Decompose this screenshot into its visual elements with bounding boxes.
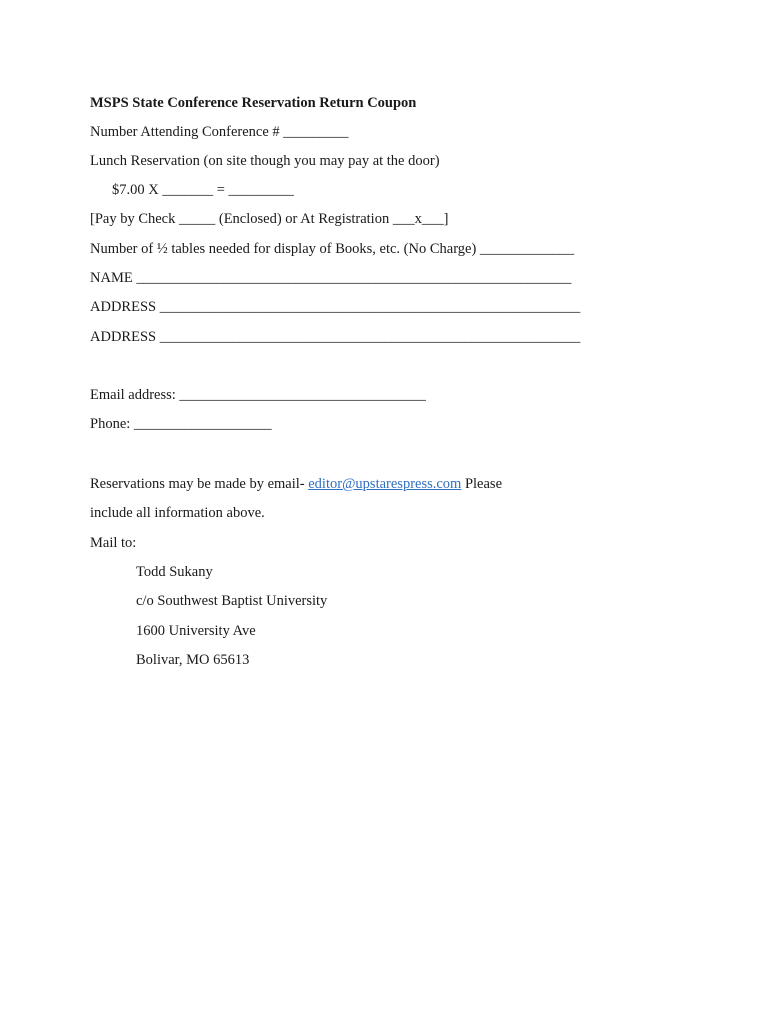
address-field-2: ADDRESS __________________________________________________________ bbox=[90, 329, 581, 345]
mail-address-line: Bolivar, MO 65613 bbox=[136, 652, 250, 668]
reservations-continued: include all information above. bbox=[90, 505, 265, 521]
lunch-reservation-text: Lunch Reservation (on site though you may pay at the door) bbox=[90, 153, 440, 169]
tables-field: Number of ½ tables needed for display of Books, etc. (No Charge) _____________ bbox=[90, 241, 575, 257]
mail-address-line: 1600 University Ave bbox=[136, 623, 256, 639]
name-field: NAME ____________________________________________________________ bbox=[90, 270, 572, 286]
lunch-price-field: $7.00 X _______ = _________ bbox=[112, 182, 294, 198]
number-attending-field: Number Attending Conference # _________ bbox=[90, 124, 349, 140]
reservations-text bbox=[90, 475, 502, 493]
reservations-prefix: Reservations may be made by email- bbox=[90, 476, 309, 492]
payment-field: [Pay by Check _____ (Enclosed) or At Registration ___x___] bbox=[90, 211, 449, 227]
address-field-1: ADDRESS __________________________________________________________ bbox=[90, 299, 581, 315]
phone-field: Phone: ___________________ bbox=[90, 416, 272, 432]
mail-to-label: Mail to: bbox=[90, 535, 137, 551]
email-field: Email address: __________________________________ bbox=[90, 387, 426, 403]
mail-address-line: c/o Southwest Baptist University bbox=[136, 593, 328, 609]
mail-address-line: Todd Sukany bbox=[136, 564, 213, 580]
coupon-title: MSPS State Conference Reservation Return Coupon bbox=[90, 95, 417, 111]
reservations-suffix: Please bbox=[461, 476, 503, 492]
email-link[interactable]: editor@upstarespress.com bbox=[308, 476, 462, 492]
